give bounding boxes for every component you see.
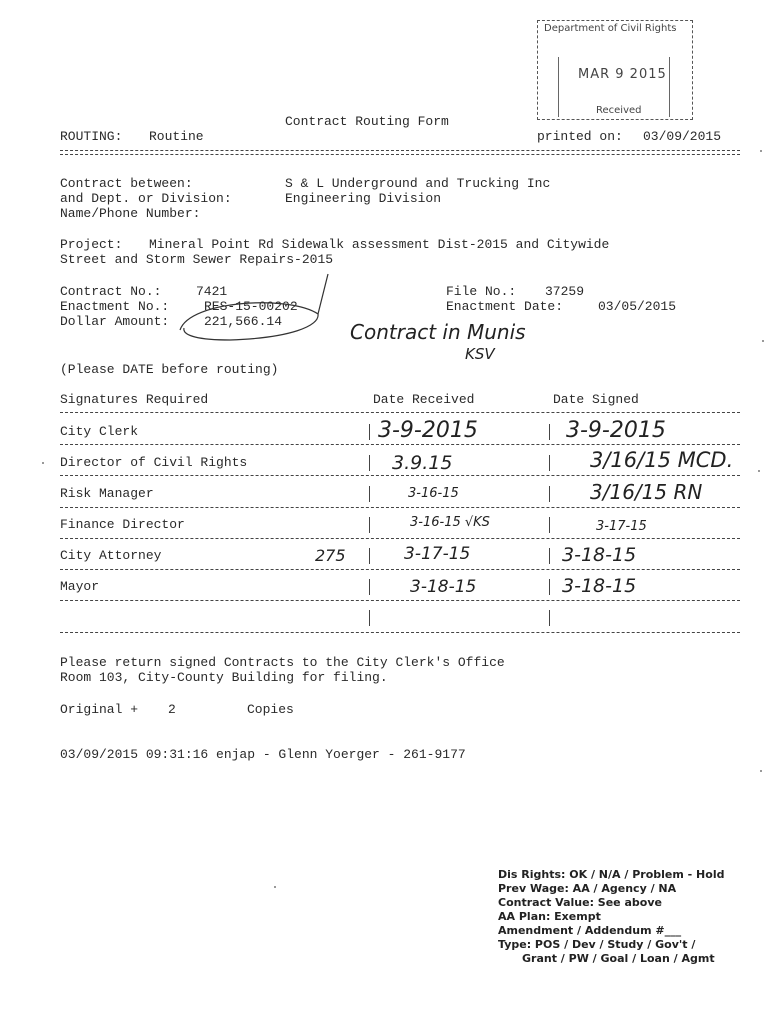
date-signed: 3-9-2015 [566,418,666,443]
dept-label: and Dept. or Division: [60,191,232,206]
row-divider [60,538,740,539]
contract-no: 7421 [196,284,228,299]
amendment-line: Amendment / Addendum #___ [498,924,682,937]
row-divider [60,444,740,445]
date-signed: 3-18-15 [562,544,637,566]
stamp-received: Received [596,105,642,116]
row-divider [60,632,740,633]
date-received: 3-17-15 [404,544,471,564]
header-divider [60,150,740,155]
date-note: (Please DATE before routing) [60,362,279,377]
col-received-header: Date Received [373,392,475,407]
row-divider [60,600,740,601]
date-received: 3.9.15 [392,452,453,474]
dollar-label: Dollar Amount: [60,314,170,329]
col-signed-header: Date Signed [553,392,639,407]
date-signed: 3-18-15 [562,575,637,597]
log-line: 03/09/2015 09:31:16 enjap - Glenn Yoerger - 261-9177 [60,747,466,762]
routing-value: Routine [149,129,204,144]
aa-plan-line: AA Plan: Exempt [498,910,601,923]
signer-name: Director of Civil Rights [60,455,248,470]
project-label: Project: [60,237,123,252]
copies-label: Copies [247,702,294,717]
table-divider [60,412,740,413]
signer-name: City Attorney [60,548,162,563]
row-divider [60,569,740,570]
enactment-no-label: Enactment No.: [60,299,170,314]
project-line-2: Street and Storm Sewer Repairs-2015 [60,252,334,267]
stamp-department: Department of Civil Rights [544,23,677,34]
enactment-date: 03/05/2015 [598,299,677,314]
return-instructions-1: Please return signed Contracts to the City Clerk's Office [60,655,505,670]
enactment-date-label: Enactment Date: [446,299,564,314]
between-label: Contract between: [60,176,193,191]
name-phone-label: Name/Phone Number: [60,206,201,221]
contract-no-label: Contract No.: [60,284,162,299]
row-divider [60,475,740,476]
dollar-circle-mark [170,270,330,350]
prev-wage-line: Prev Wage: AA / Agency / NA [498,882,677,895]
date-signed: 3/16/15 RN [590,480,703,504]
type-line: Type: POS / Dev / Study / Gov't / [498,938,696,951]
grant-line: Grant / PW / Goal / Loan / Agmt [522,952,715,965]
handwritten-munis-note: Contract in Munis [350,320,526,344]
return-instructions-2: Room 103, City-County Building for filing. [60,670,388,685]
printed-value: 03/09/2015 [643,129,722,144]
signer-name: Finance Director [60,517,185,532]
enactment-no: RES-15-00202 [204,299,298,314]
form-title: Contract Routing Form [285,114,449,129]
signer-name: Mayor [60,579,100,594]
file-no-label: File No.: [446,284,517,299]
date-signed: 3-17-15 [596,519,647,534]
routing-label: ROUTING: [60,129,123,144]
handwritten-initials: KSV [465,345,495,363]
file-no: 37259 [545,284,585,299]
project-line-1: Mineral Point Rd Sidewalk assessment Dist-2015 and Citywide [149,237,610,252]
attorney-initials: 275 [315,546,346,565]
signer-name: City Clerk [60,424,139,439]
between-value: S & L Underground and Trucking Inc [285,176,551,191]
date-received: 3-9-2015 [378,418,478,443]
date-received: 3-16-15 √KS [410,515,490,530]
dis-rights-line: Dis Rights: OK / N/A / Problem - Hold [498,868,725,881]
row-divider [60,507,740,508]
signer-name: Risk Manager [60,486,154,501]
stamp-date: MAR 9 2015 [578,67,667,82]
dept-value: Engineering Division [285,191,442,206]
date-signed: 3/16/15 MCD. [590,448,734,472]
dollar-value: 221,566.14 [204,314,283,329]
original-label: Original + [60,702,139,717]
date-received: 3-16-15 [408,486,459,501]
copies-count: 2 [168,702,176,717]
civil-rights-review-stamp [498,868,738,986]
contract-value-line: Contract Value: See above [498,896,662,909]
date-received: 3-18-15 [410,577,477,597]
received-stamp [537,20,693,120]
printed-label: printed on: [537,129,623,144]
col-signatures-header: Signatures Required [60,392,209,407]
